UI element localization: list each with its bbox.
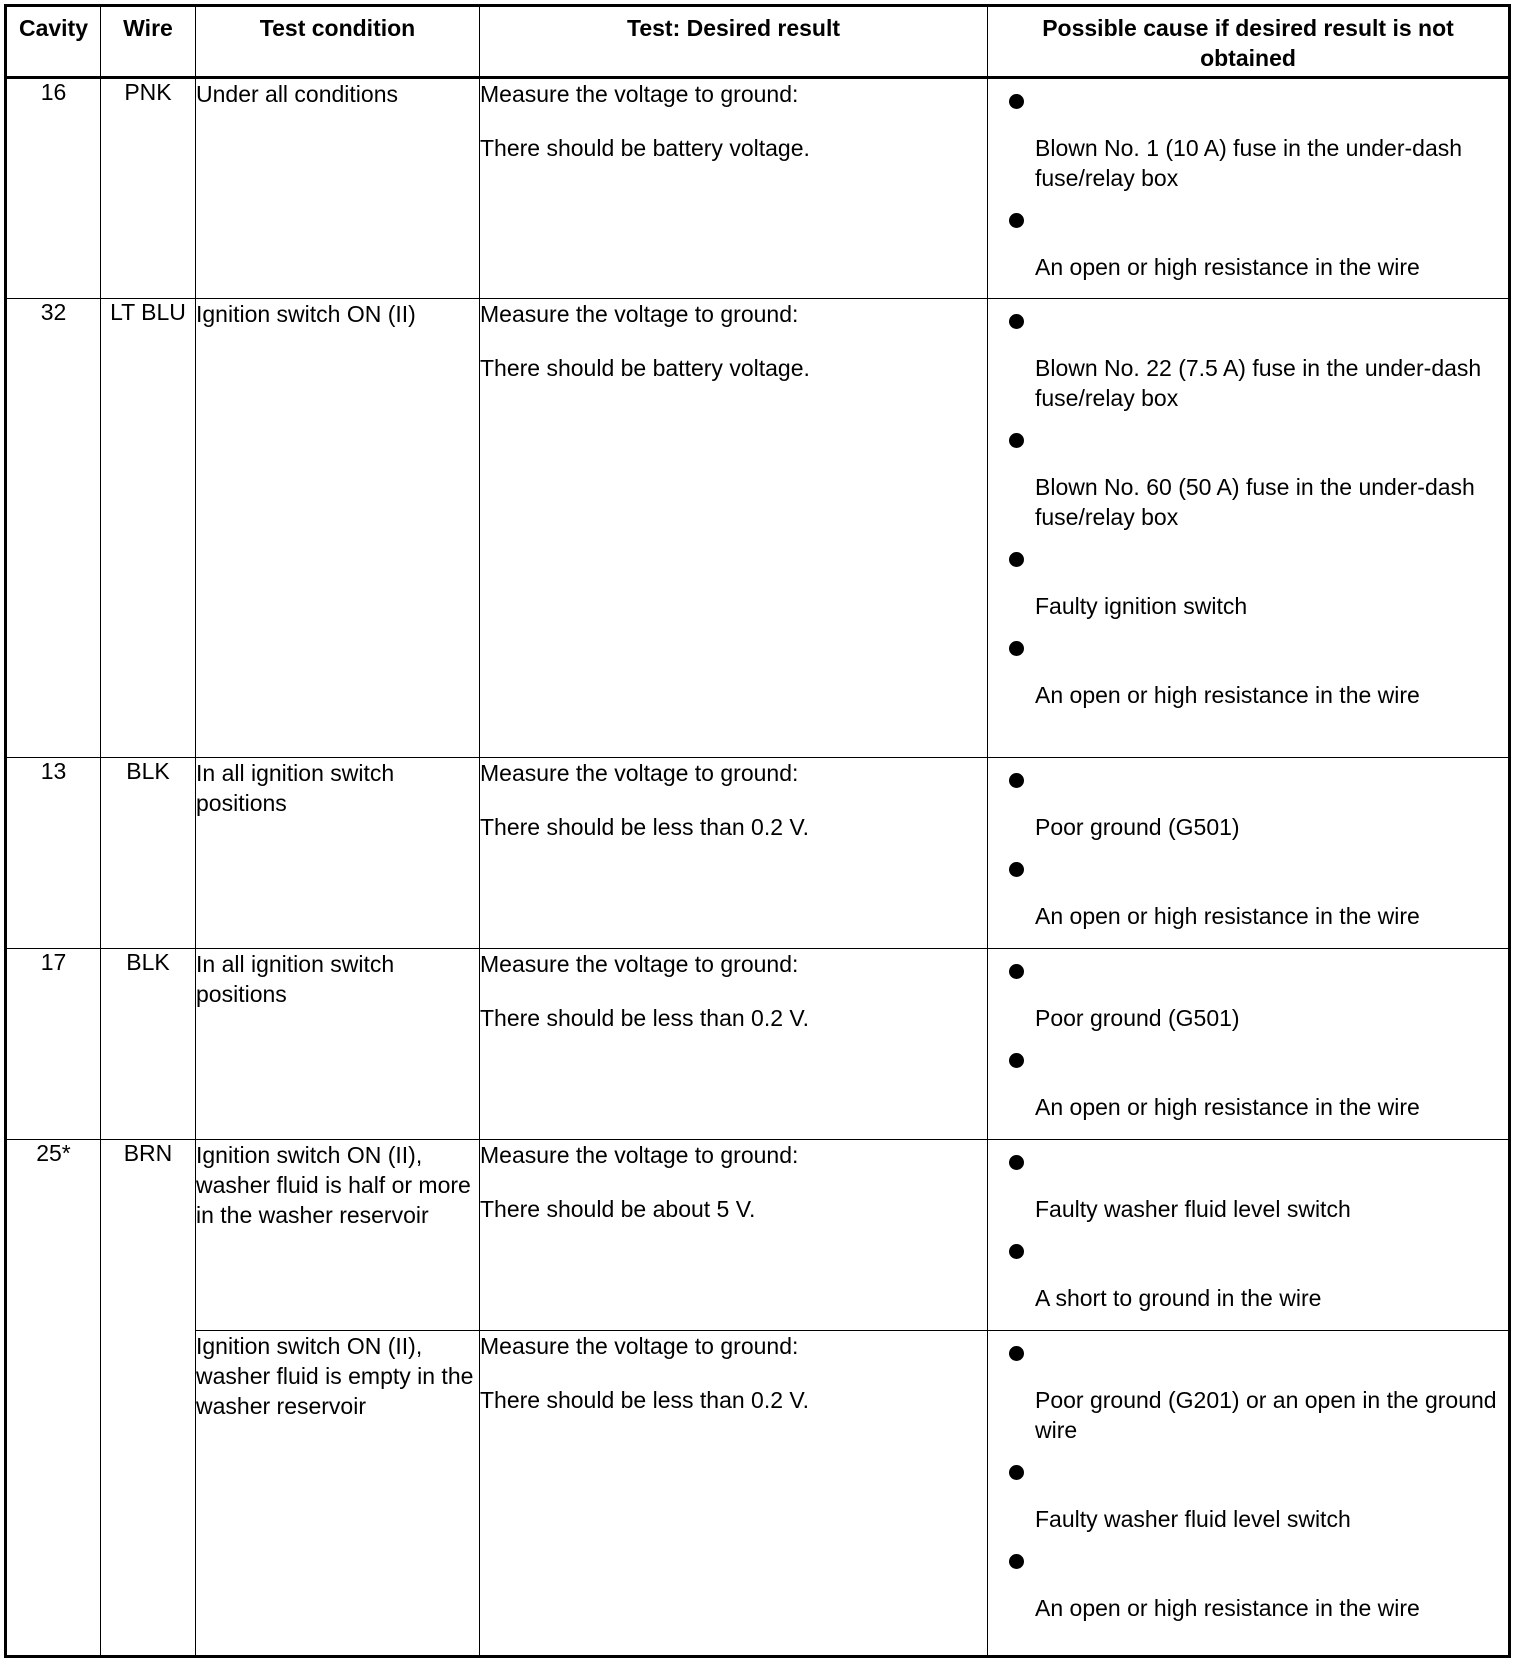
cause-text: Poor ground (G501)	[1035, 1005, 1240, 1031]
cause-text: An open or high resistance in the wire	[1035, 903, 1420, 929]
cause-cell	[988, 1140, 1510, 1331]
cause-item	[1005, 94, 1498, 193]
cavity-cell: 17	[6, 949, 101, 1140]
bullet-icon	[1009, 1465, 1024, 1480]
cause-item	[1005, 641, 1498, 710]
bullet-icon	[1009, 213, 1024, 228]
table-row	[6, 1140, 1510, 1331]
bullet-icon	[1009, 314, 1024, 329]
header-possible-cause: Possible cause if desired result is not obtained	[988, 6, 1510, 78]
diagnostic-table	[4, 4, 1511, 1658]
result-expected: There should be less than 0.2 V.	[480, 1387, 810, 1413]
cause-cell	[988, 758, 1510, 949]
condition-cell: Ignition switch ON (II), washer fluid is empty in the washer reservoir	[196, 1331, 480, 1657]
bullet-icon	[1009, 773, 1024, 788]
result-measure: Measure the voltage to ground:	[480, 1142, 799, 1168]
table-row	[6, 949, 1510, 1140]
bullet-icon	[1009, 1554, 1024, 1569]
result-expected: There should be less than 0.2 V.	[480, 1005, 810, 1031]
result-measure: Measure the voltage to ground:	[480, 81, 799, 107]
result-cell	[480, 78, 988, 299]
cause-text: Blown No. 1 (10 A) fuse in the under-dash fuse/relay box	[1035, 135, 1463, 191]
result-cell	[480, 758, 988, 949]
condition-cell: Ignition switch ON (II), washer fluid is half or more in the washer reservoir	[196, 1140, 480, 1331]
bullet-icon	[1009, 964, 1024, 979]
cause-text: Blown No. 60 (50 A) fuse in the under-dash fuse/relay box	[1035, 474, 1475, 530]
result-expected: There should be battery voltage.	[480, 135, 810, 161]
cause-text: Poor ground (G201) or an open in the ground wire	[1035, 1387, 1497, 1443]
cause-text: Faulty ignition switch	[1035, 593, 1248, 619]
cause-item	[1005, 862, 1498, 931]
cause-cell	[988, 1331, 1510, 1657]
cause-item	[1005, 1346, 1498, 1445]
bullet-icon	[1009, 1053, 1024, 1068]
table-row	[6, 299, 1510, 758]
header-desired-result: Test: Desired result	[480, 6, 988, 78]
result-measure: Measure the voltage to ground:	[480, 301, 799, 327]
table-row	[6, 758, 1510, 949]
cavity-cell: 32	[6, 299, 101, 758]
bullet-icon	[1009, 94, 1024, 109]
cause-item	[1005, 1554, 1498, 1623]
bullet-icon	[1009, 1244, 1024, 1259]
cause-text: Faulty washer fluid level switch	[1035, 1506, 1351, 1532]
bullet-icon	[1009, 552, 1024, 567]
result-cell	[480, 299, 988, 758]
cause-text: Blown No. 22 (7.5 A) fuse in the under-dash fuse/relay box	[1035, 355, 1482, 411]
cause-text: A short to ground in the wire	[1035, 1285, 1322, 1311]
cause-item	[1005, 964, 1498, 1033]
result-measure: Measure the voltage to ground:	[480, 760, 799, 786]
result-cell	[480, 1140, 988, 1331]
bullet-icon	[1009, 641, 1024, 656]
cause-text: An open or high resistance in the wire	[1035, 254, 1420, 280]
result-expected: There should be battery voltage.	[480, 355, 810, 381]
cause-item	[1005, 213, 1498, 282]
header-row	[6, 6, 1510, 78]
bullet-icon	[1009, 862, 1024, 877]
cause-item	[1005, 314, 1498, 413]
result-measure: Measure the voltage to ground:	[480, 1333, 799, 1359]
header-wire: Wire	[101, 6, 196, 78]
table-row	[6, 78, 1510, 299]
cause-item	[1005, 1465, 1498, 1534]
condition-cell: Ignition switch ON (II)	[196, 299, 480, 758]
bullet-icon	[1009, 1346, 1024, 1361]
cause-text: An open or high resistance in the wire	[1035, 682, 1420, 708]
result-expected: There should be about 5 V.	[480, 1196, 756, 1222]
bullet-icon	[1009, 433, 1024, 448]
wire-cell: BLK	[101, 758, 196, 949]
cause-text: An open or high resistance in the wire	[1035, 1094, 1420, 1120]
result-cell	[480, 1331, 988, 1657]
wire-cell: BRN	[101, 1140, 196, 1657]
table-row	[6, 1331, 1510, 1657]
cause-item	[1005, 552, 1498, 621]
cause-item	[1005, 1244, 1498, 1313]
cause-item	[1005, 1053, 1498, 1122]
result-cell	[480, 949, 988, 1140]
cause-cell	[988, 78, 1510, 299]
cause-text: Faulty washer fluid level switch	[1035, 1196, 1351, 1222]
header-cavity: Cavity	[6, 6, 101, 78]
cavity-cell: 16	[6, 78, 101, 299]
cause-cell	[988, 949, 1510, 1140]
bullet-icon	[1009, 1155, 1024, 1170]
cavity-cell: 13	[6, 758, 101, 949]
cause-text: An open or high resistance in the wire	[1035, 1595, 1420, 1621]
wire-cell: PNK	[101, 78, 196, 299]
cause-cell	[988, 299, 1510, 758]
cause-item	[1005, 1155, 1498, 1224]
condition-cell: In all ignition switch positions	[196, 758, 480, 949]
wire-cell: LT BLU	[101, 299, 196, 758]
wire-cell: BLK	[101, 949, 196, 1140]
cavity-cell: 25*	[6, 1140, 101, 1657]
header-test-condition: Test condition	[196, 6, 480, 78]
condition-cell: In all ignition switch positions	[196, 949, 480, 1140]
result-expected: There should be less than 0.2 V.	[480, 814, 810, 840]
condition-cell: Under all conditions	[196, 78, 480, 299]
cause-text: Poor ground (G501)	[1035, 814, 1240, 840]
result-measure: Measure the voltage to ground:	[480, 951, 799, 977]
cause-item	[1005, 433, 1498, 532]
cause-item	[1005, 773, 1498, 842]
